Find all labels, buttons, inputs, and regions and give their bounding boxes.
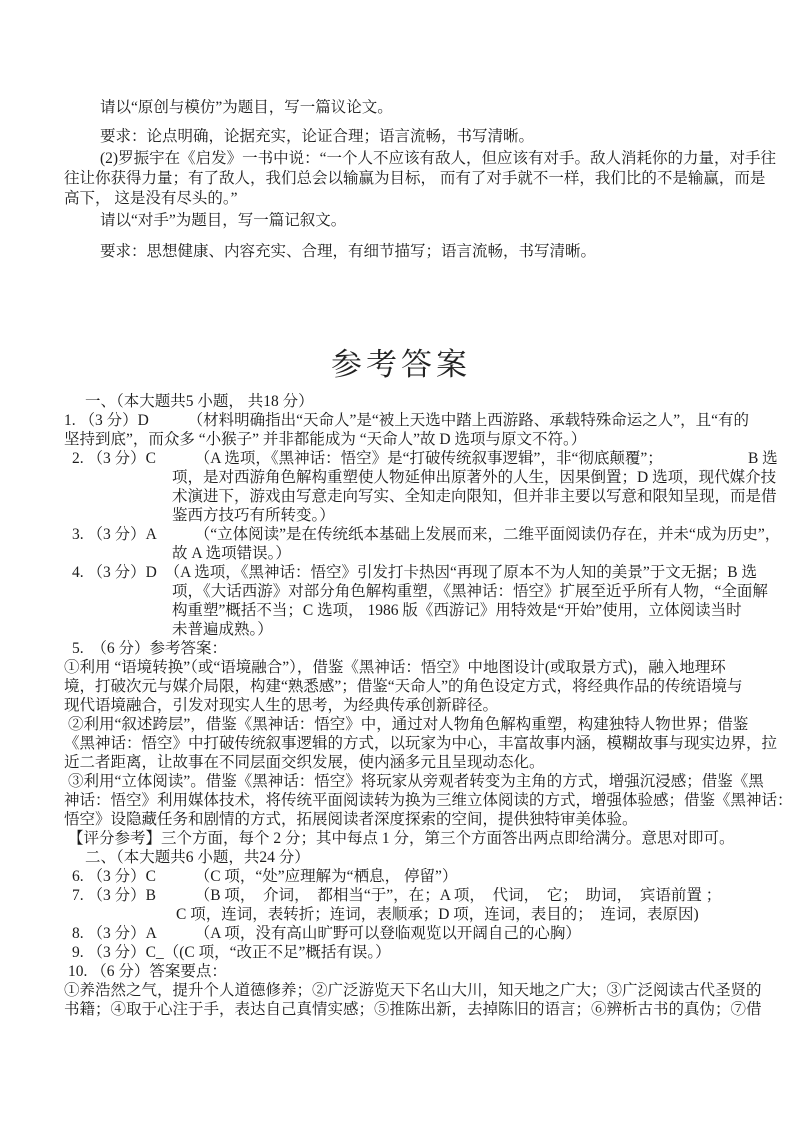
answer-line: 一、（本大题共5 小题， 共18 分） [85, 393, 314, 410]
answer-line: 1. （3 分）D （材料明确指出“天命人”是“被上天选中踏上西游路、承载特殊命运之人”，且“有的 [64, 412, 749, 429]
intro-line-requirements-1: 要求：论点明确，论据充实，论证合理；语言流畅，书写清晰。 [100, 128, 535, 145]
intro-line-essay-prompt-1: 请以“原创与模仿”为题目，写一篇议论文。 [100, 99, 393, 116]
answers-section [64, 392, 793, 1019]
intro-section [64, 98, 776, 262]
answer-key-title: 参考答案 [331, 347, 471, 382]
answer-line: 10. （6 分）答案要点： [68, 963, 227, 980]
intro-line-quote-2: 往让你获得力量；有了敌人，我们总会以输赢为目标， 而有了对手就不一样，我们比的不是输赢，而是 [64, 170, 766, 187]
answer-line: 2. （3 分）C （A 选项，《黑神话：悟空》是“打破传统叙事逻辑”，非“彻底颠覆”； B 选 [72, 450, 778, 467]
answer-line: 现代语境融合，引发对现实人生的思考，为经典传承创新辟径。 [64, 697, 499, 714]
answer-line: 境，打破次元与媒介局限，构建“熟悉感”；借鉴“天命人”的角色设定方式，将经典作品的传统语境与 [64, 678, 743, 695]
answer-line: C 项，连词，表转折；连词，表顺承；D 项，连词，表目的； 连词，表原因) [176, 906, 699, 923]
answer-line: 5. （6 分）参考答案： [72, 640, 228, 657]
answer-line: 8. （3 分）A （A 项，没有高山旷野可以登临观览以开阔自己的心胸） [72, 925, 581, 942]
answer-line: 未普遍成熟。） [172, 621, 273, 638]
answer-line: 故 A 选项错误。） [172, 545, 291, 562]
intro-line-requirements-2: 要求：思想健康、内容充实、合理，有细节描写；语言流畅，书写清晰。 [100, 243, 597, 260]
answer-line: ②利用“叙述跨层”，借鉴《黑神话：悟空》中，通过对人物角色解构重塑，构建独特人物世界；借鉴 [68, 716, 749, 733]
answer-line: 4. （3 分）D （A 选项，《黑神话：悟空》引发打卡热因“再现了原本不为人知的美景”于文无据；B 选 [72, 564, 758, 581]
answer-line: ①养浩然之气，提升个人道德修养；②广泛游览天下名山大川，知天地之广大；③广泛阅读古代圣贤的 [64, 982, 762, 999]
answer-line: 近二者距离，让故事在不同层面交织发展，使内涵多元且呈现动态化。 [64, 754, 545, 771]
answer-line: 坚持到底”，而众多 “小猴子” 并非都能成为 “天命人”故 D 选项与原文不符。） [64, 431, 587, 448]
answer-line: 项，《大话西游》对部分角色解构重塑，《黑神话：悟空》扩展至近乎所有人物，“全面解 [172, 583, 768, 600]
answer-line: 6. （3 分）C （C 项，“处”应理解为“栖息， 停留”） [72, 868, 458, 885]
answer-line: 神话：悟空》利用媒体技术，将传统平面阅读转为换为三维立体阅读的方式，增强体验感；借鉴《黑神话： [64, 792, 793, 809]
intro-line-essay-prompt-2: 请以“对手”为题目，写一篇记叙文。 [100, 212, 347, 229]
answer-line: 鉴西方技巧有所转变。） [172, 507, 335, 524]
intro-line-quote-1: (2)罗振宇在《启发》一书中说：“一个人不应该有敌人，但应该有对手。敌人消耗你的力量，对手往 [100, 150, 776, 167]
answer-line: 二、（本大题共6 小题，共24 分） [85, 849, 310, 866]
answer-line: 书籍；④取于心注于手，表达自己真情实感；⑤推陈出新，去掉陈旧的语言；⑥辨析古书的真伪；⑦借 [64, 1001, 762, 1018]
answer-line: 悟空》设隐藏任务和剧情的方式，拓展阅读者深度探索的空间，提供独特审美体验。 [64, 811, 638, 828]
answer-line: 3. （3 分）A （“立体阅读”是在传统纸本基础上发展而来，二维平面阅读仍存在，并未“成为历史”， [72, 526, 781, 543]
answer-line: ③利用“立体阅读”。借鉴《黑神话：悟空》将玩家从旁观者转变为主角的方式，增强沉浸感；借鉴《黑 [68, 773, 764, 790]
answer-line: 项，是对西游角色解构重塑使人物延伸出原著外的人生，因果倒置；D 选项，现代媒介技 [172, 469, 777, 486]
answer-line: 构重塑”概括不当；C 选项， 1986 版《西游记》用特效是“开始”使用，立体阅读当时 [172, 602, 742, 619]
answer-line: ①利用 “语境转换”（或“语境融合”），借鉴《黑神话：悟空》中地图设计(或取景方式)，融入地理环 [64, 659, 726, 676]
answer-line: 《黑神话：悟空》中打破传统叙事逻辑的方式，以玩家为中心，丰富故事内涵，模糊故事与现实边界，拉 [64, 735, 778, 752]
answer-line: 术演进下，游戏由写意走向写实、全知走向限知，但并非主要以写意和限知呈现，而是借 [172, 488, 777, 505]
intro-line-quote-3: 高下， 这是没有尽头的。” [64, 190, 238, 207]
answer-line: 【评分参考】三个方面，每个 2 分；其中每点 1 分，第三个方面答出两点即给满分。意思对即可。 [68, 830, 735, 847]
answer-line: 7. （3 分）B （B 项， 介词， 都相当“于”，在；A 项， 代词， 它； 助词， 宾语前置 ； [72, 887, 722, 904]
answer-line: 9. （3 分）C_（(C 项，“改正不足”概括有误。） [72, 944, 391, 961]
